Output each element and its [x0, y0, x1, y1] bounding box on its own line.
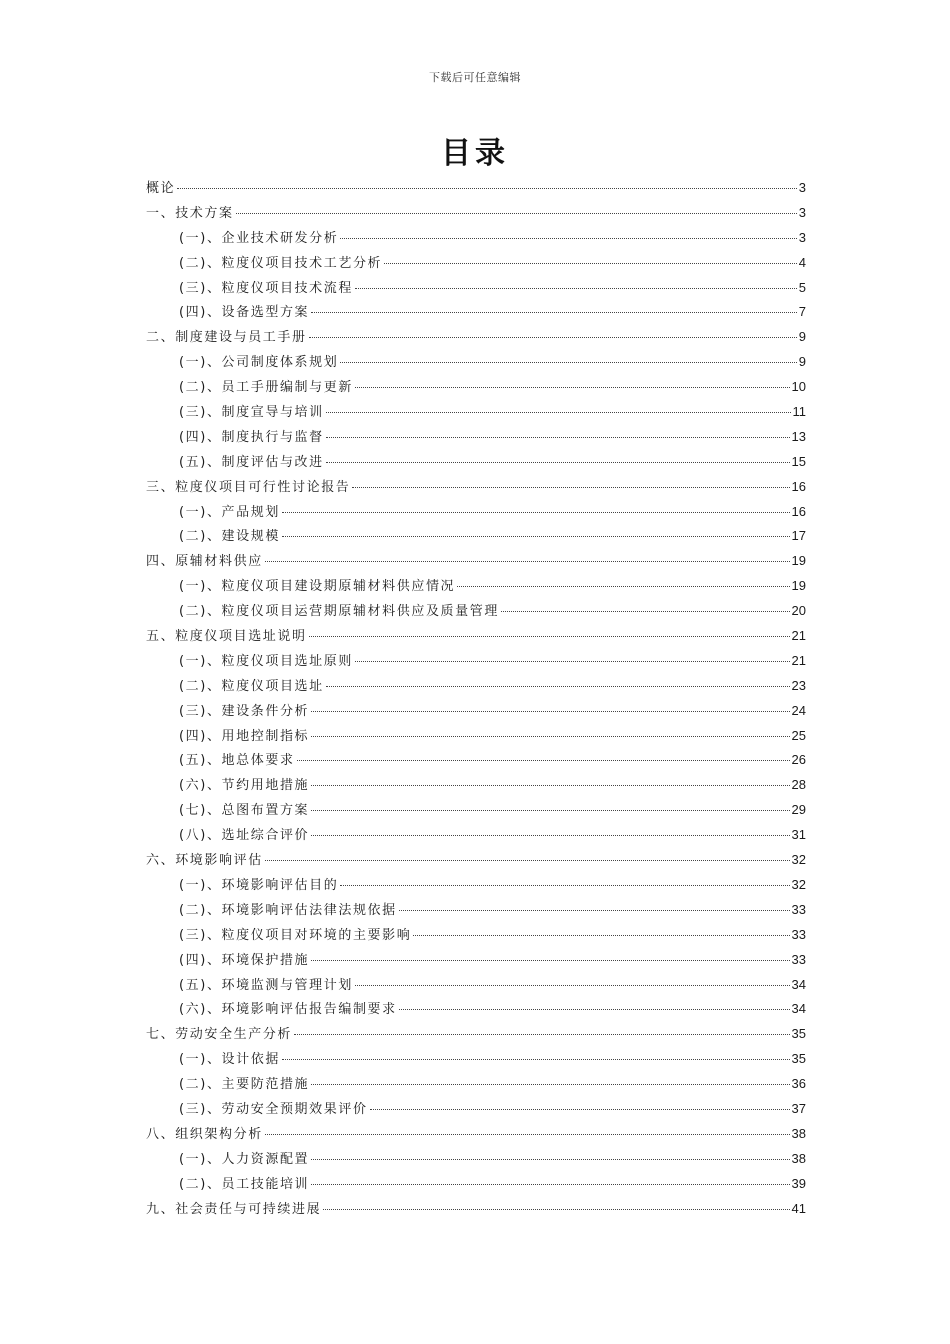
- toc-page-number: 4: [798, 254, 806, 270]
- toc-page-number: 17: [791, 528, 806, 544]
- toc-dot-leader: [340, 362, 796, 363]
- toc-entry-label: (八)、选址综合评价: [179, 828, 310, 844]
- toc-subsection-entry[interactable]: [146, 997, 806, 1022]
- toc-subsection-entry[interactable]: [146, 724, 806, 749]
- toc-subsection-entry[interactable]: [146, 450, 806, 475]
- toc-dot-leader: [326, 412, 791, 413]
- toc-entry-label: (一)、环境影响评估目的: [179, 877, 339, 893]
- toc-subsection-entry[interactable]: [146, 898, 806, 923]
- toc-entry-label: 八、组织架构分析: [146, 1126, 263, 1142]
- toc-page-number: 28: [791, 777, 806, 793]
- toc-entry-label: (三)、建设条件分析: [179, 703, 310, 719]
- toc-dot-leader: [311, 1184, 789, 1185]
- toc-page-number: 33: [791, 901, 806, 917]
- toc-page-number: 32: [791, 876, 806, 892]
- toc-section-entry[interactable]: [146, 624, 806, 649]
- toc-page-number: 33: [791, 926, 806, 942]
- toc-section-entry[interactable]: [146, 176, 806, 201]
- toc-section-entry[interactable]: [146, 475, 806, 500]
- toc-subsection-entry[interactable]: [146, 375, 806, 400]
- toc-dot-leader: [265, 561, 790, 562]
- toc-entry-label: (六)、节约用地措施: [179, 778, 310, 794]
- toc-page-number: 31: [791, 827, 806, 843]
- toc-subsection-entry[interactable]: [146, 251, 806, 276]
- toc-page-number: 13: [791, 428, 806, 444]
- toc-dot-leader: [265, 1134, 790, 1135]
- toc-entry-label: (一)、粒度仪项目建设期原辅材料供应情况: [179, 579, 456, 595]
- toc-page-number: 35: [791, 1026, 806, 1042]
- toc-dot-leader: [326, 686, 790, 687]
- toc-page-number: 16: [791, 503, 806, 519]
- toc-page-number: 19: [791, 578, 806, 594]
- toc-entry-label: (二)、粒度仪项目技术工艺分析: [179, 255, 383, 271]
- toc-page-number: 20: [791, 603, 806, 619]
- toc-subsection-entry[interactable]: [146, 500, 806, 525]
- toc-subsection-entry[interactable]: [146, 400, 806, 425]
- toc-dot-leader: [236, 213, 797, 214]
- toc-section-entry[interactable]: [146, 848, 806, 873]
- toc-page-number: 10: [791, 379, 806, 395]
- toc-entry-label: (七)、总图布置方案: [179, 803, 310, 819]
- toc-entry-label: (一)、人力资源配置: [179, 1151, 310, 1167]
- toc-dot-leader: [282, 536, 790, 537]
- toc-page-number: 23: [791, 677, 806, 693]
- toc-page-number: 36: [791, 1076, 806, 1092]
- toc-entry-label: (五)、地总体要求: [179, 753, 295, 769]
- page-title: 目录: [441, 136, 509, 171]
- toc-entry-label: 三、粒度仪项目可行性讨论报告: [146, 479, 351, 495]
- toc-dot-leader: [355, 288, 797, 289]
- toc-page-number: 16: [791, 478, 806, 494]
- toc-entry-label: 五、粒度仪项目选址说明: [146, 629, 307, 645]
- toc-section-entry[interactable]: [146, 201, 806, 226]
- toc-page-number: 9: [798, 329, 806, 345]
- table-of-contents: [146, 176, 806, 1221]
- toc-dot-leader: [355, 387, 790, 388]
- toc-subsection-entry[interactable]: [146, 226, 806, 251]
- toc-entry-label: (二)、员工手册编制与更新: [179, 380, 353, 396]
- toc-dot-leader: [399, 910, 790, 911]
- toc-entry-label: (五)、环境监测与管理计划: [179, 977, 353, 993]
- toc-entry-label: 七、劳动安全生产分析: [146, 1027, 293, 1043]
- toc-page-number: 32: [791, 852, 806, 868]
- toc-subsection-entry[interactable]: [146, 699, 806, 724]
- toc-section-entry[interactable]: [146, 325, 806, 350]
- toc-subsection-entry[interactable]: [146, 1172, 806, 1197]
- toc-dot-leader: [309, 636, 790, 637]
- toc-section-entry[interactable]: [146, 1122, 806, 1147]
- toc-dot-leader: [413, 935, 789, 936]
- toc-page-number: 33: [791, 951, 806, 967]
- toc-subsection-entry[interactable]: [146, 1047, 806, 1072]
- toc-entry-label: (二)、粒度仪项目运营期原辅材料供应及质量管理: [179, 604, 499, 620]
- toc-entry-label: (五)、制度评估与改进: [179, 454, 324, 470]
- toc-entry-label: 二、制度建设与员工手册: [146, 330, 307, 346]
- toc-entry-label: (一)、企业技术研发分析: [179, 230, 339, 246]
- toc-subsection-entry[interactable]: [146, 873, 806, 898]
- toc-subsection-entry[interactable]: [146, 923, 806, 948]
- toc-subsection-entry[interactable]: [146, 973, 806, 998]
- toc-section-entry[interactable]: [146, 1197, 806, 1222]
- toc-page-number: 9: [798, 354, 806, 370]
- toc-page-number: 41: [791, 1200, 806, 1216]
- toc-dot-leader: [282, 512, 790, 513]
- toc-page-number: 25: [791, 727, 806, 743]
- toc-entry-label: (三)、粒度仪项目技术流程: [179, 280, 353, 296]
- toc-subsection-entry[interactable]: [146, 798, 806, 823]
- toc-dot-leader: [323, 1209, 789, 1210]
- toc-subsection-entry[interactable]: [146, 350, 806, 375]
- toc-entry-label: 概论: [146, 181, 176, 196]
- toc-entry-label: (二)、主要防范措施: [179, 1077, 310, 1093]
- toc-page-number: 37: [791, 1100, 806, 1116]
- toc-dot-leader: [309, 337, 797, 338]
- toc-dot-leader: [355, 661, 790, 662]
- toc-dot-leader: [311, 711, 789, 712]
- toc-dot-leader: [355, 985, 790, 986]
- toc-page-number: 3: [798, 204, 806, 220]
- toc-subsection-entry[interactable]: [146, 300, 806, 325]
- toc-entry-label: (四)、设备选型方案: [179, 305, 310, 321]
- toc-page-number: 3: [798, 229, 806, 245]
- toc-dot-leader: [352, 487, 789, 488]
- toc-entry-label: (四)、环境保护措施: [179, 952, 310, 968]
- toc-entry-label: (三)、劳动安全预期效果评价: [179, 1101, 368, 1117]
- toc-page-number: 38: [791, 1125, 806, 1141]
- header-note: 下载后可任意编辑: [429, 71, 521, 84]
- toc-dot-leader: [370, 1109, 790, 1110]
- toc-dot-leader: [177, 188, 797, 189]
- toc-entry-label: (一)、粒度仪项目选址原则: [179, 653, 353, 669]
- toc-entry-label: (三)、制度宣导与培训: [179, 405, 324, 421]
- toc-subsection-entry[interactable]: [146, 674, 806, 699]
- toc-entry-label: (一)、公司制度体系规划: [179, 355, 339, 371]
- toc-section-entry[interactable]: [146, 549, 806, 574]
- toc-page-number: 5: [798, 279, 806, 295]
- toc-dot-leader: [297, 760, 790, 761]
- toc-entry-label: (六)、环境影响评估报告编制要求: [179, 1002, 397, 1018]
- toc-entry-label: (一)、设计依据: [179, 1052, 280, 1068]
- toc-dot-leader: [384, 263, 797, 264]
- toc-page-number: 34: [791, 1001, 806, 1017]
- toc-dot-leader: [311, 960, 789, 961]
- toc-dot-leader: [311, 1084, 789, 1085]
- toc-dot-leader: [294, 1034, 790, 1035]
- toc-dot-leader: [311, 312, 797, 313]
- toc-page-number: 38: [791, 1150, 806, 1166]
- toc-dot-leader: [340, 238, 796, 239]
- toc-entry-label: 六、环境影响评估: [146, 853, 263, 869]
- toc-entry-label: (四)、制度执行与监督: [179, 429, 324, 445]
- toc-dot-leader: [399, 1009, 790, 1010]
- toc-subsection-entry[interactable]: [146, 823, 806, 848]
- toc-subsection-entry[interactable]: [146, 1147, 806, 1172]
- toc-page-number: 15: [791, 453, 806, 469]
- toc-dot-leader: [326, 462, 790, 463]
- toc-page-number: 3: [798, 180, 806, 195]
- toc-page-number: 7: [798, 304, 806, 320]
- toc-subsection-entry[interactable]: [146, 599, 806, 624]
- toc-entry-label: (三)、粒度仪项目对环境的主要影响: [179, 927, 412, 943]
- toc-entry-label: 一、技术方案: [146, 205, 234, 221]
- toc-dot-leader: [326, 437, 790, 438]
- toc-page-number: 21: [791, 628, 806, 644]
- toc-entry-label: 四、原辅材料供应: [146, 554, 263, 570]
- toc-subsection-entry[interactable]: [146, 574, 806, 599]
- toc-entry-label: (二)、粒度仪项目选址: [179, 678, 324, 694]
- toc-page-number: 39: [791, 1175, 806, 1191]
- toc-subsection-entry[interactable]: [146, 1072, 806, 1097]
- toc-dot-leader: [311, 1159, 789, 1160]
- toc-entry-label: (二)、建设规模: [179, 529, 280, 545]
- toc-page-number: 11: [792, 404, 806, 420]
- toc-subsection-entry[interactable]: [146, 773, 806, 798]
- toc-dot-leader: [311, 736, 789, 737]
- toc-subsection-entry[interactable]: [146, 748, 806, 773]
- toc-page-number: 26: [791, 752, 806, 768]
- toc-dot-leader: [311, 785, 789, 786]
- toc-page-number: 29: [791, 802, 806, 818]
- toc-dot-leader: [311, 810, 789, 811]
- toc-dot-leader: [501, 611, 790, 612]
- toc-dot-leader: [311, 835, 789, 836]
- toc-dot-leader: [282, 1059, 790, 1060]
- toc-entry-label: 九、社会责任与可持续进展: [146, 1201, 322, 1217]
- toc-dot-leader: [265, 860, 790, 861]
- toc-dot-leader: [457, 586, 789, 587]
- toc-entry-label: (一)、产品规划: [179, 504, 280, 520]
- toc-dot-leader: [340, 885, 789, 886]
- toc-entry-label: (二)、环境影响评估法律法规依据: [179, 902, 397, 918]
- toc-subsection-entry[interactable]: [146, 649, 806, 674]
- toc-entry-label: (二)、员工技能培训: [179, 1176, 310, 1192]
- toc-page-number: 35: [791, 1051, 806, 1067]
- toc-subsection-entry[interactable]: [146, 276, 806, 301]
- toc-section-entry[interactable]: [146, 1022, 806, 1047]
- toc-subsection-entry[interactable]: [146, 524, 806, 549]
- toc-subsection-entry[interactable]: [146, 425, 806, 450]
- toc-subsection-entry[interactable]: [146, 1097, 806, 1122]
- toc-page-number: 24: [791, 702, 806, 718]
- toc-page-number: 19: [791, 553, 806, 569]
- toc-entry-label: (四)、用地控制指标: [179, 728, 310, 744]
- toc-page-number: 34: [791, 976, 806, 992]
- toc-subsection-entry[interactable]: [146, 948, 806, 973]
- toc-page-number: 21: [791, 652, 806, 668]
